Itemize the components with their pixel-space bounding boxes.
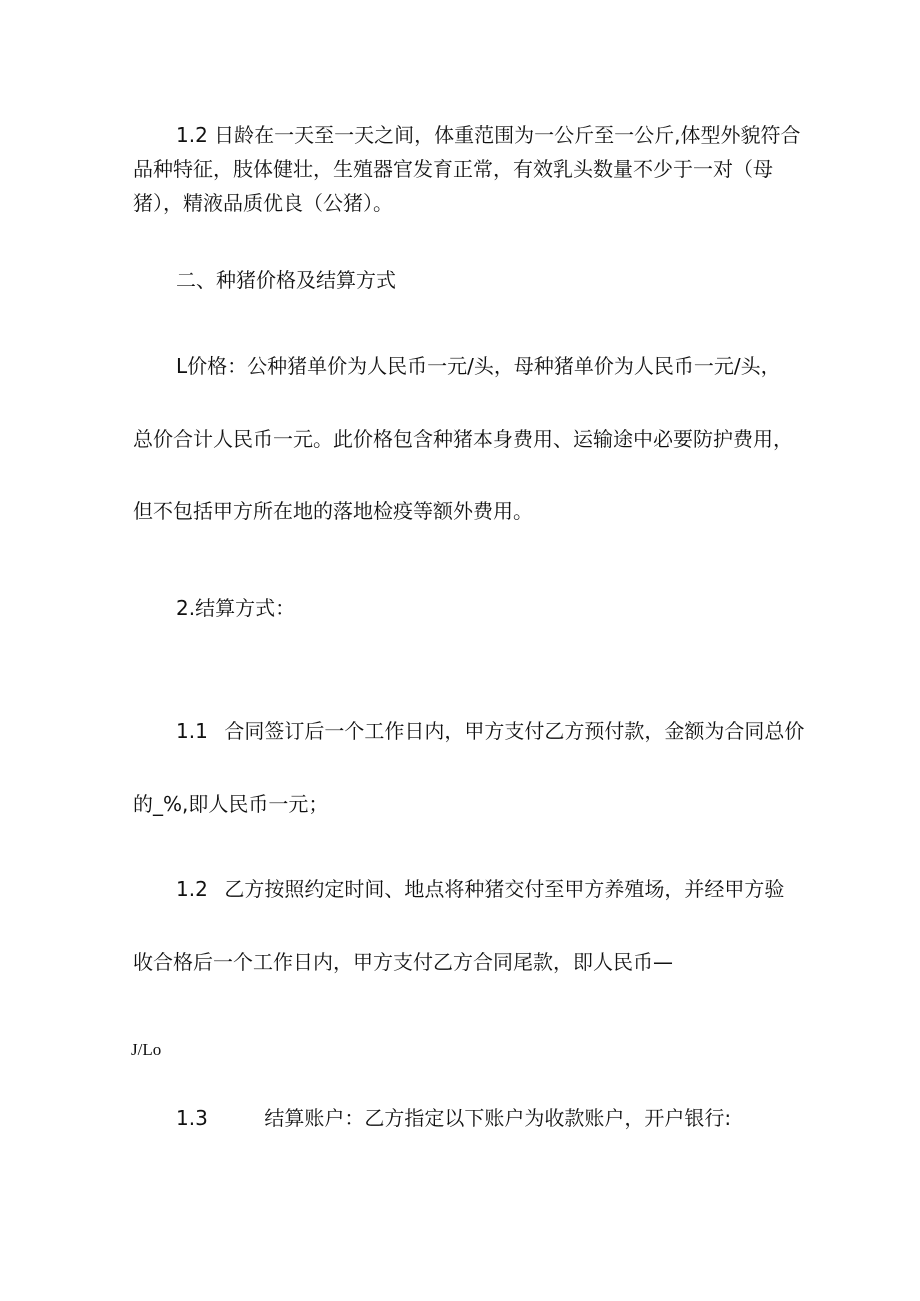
clause-1-2-line-2: 收合格后一个工作日内，甲方支付乙方合同尾款，即人民币— <box>133 950 673 974</box>
clause-1-1-text: 合同签订后一个工作日内，甲方支付乙方预付款，金额为合同总价 <box>224 719 805 743</box>
clause-1-2-text: 乙方按照约定时间、地点将种猪交付至甲方养殖场，并经甲方验 <box>224 877 785 901</box>
clause-1-3-line <box>176 1104 731 1132</box>
clause-1-1-number: 1.1 <box>176 719 208 743</box>
price-line-2: 总价合计人民币一元。此价格包含种猪本身费用、运输途中必要防护费用， <box>133 427 793 451</box>
spec-line-3: 猪），精液品质优良（公猪）。 <box>133 191 393 215</box>
clause-1-1-line-1 <box>176 717 804 745</box>
spec-line-2: 品种特征，肢体健壮，生殖器官发育正常，有效乳头数量不少于一对（母 <box>133 157 773 181</box>
settlement-heading: 2.结算方式： <box>176 596 296 620</box>
clause-1-2-line-3: J/Lo <box>131 1040 162 1059</box>
price-line-1: L价格：公种猪单价为人民币一元/头，母种猪单价为人民币一元/头， <box>176 354 781 378</box>
clause-1-3-text: 结算账户：乙方指定以下账户为收款账户，开户银行: <box>264 1106 732 1130</box>
clause-1-3-number: 1.3 <box>176 1106 208 1130</box>
clause-1-2-number: 1.2 <box>176 877 208 901</box>
price-line-3: 但不包括甲方所在地的落地检疫等额外费用。 <box>133 499 533 523</box>
section-2-heading: 二、种猪价格及结算方式 <box>176 268 396 292</box>
spec-line-1: 1.2 日龄在一天至一天之间，体重范围为一公斤至一公斤,体型外貌符合 <box>176 123 801 147</box>
clause-1-2-line-1 <box>176 875 784 903</box>
clause-1-1-line-2: 的_%,即人民币一元； <box>133 792 329 816</box>
